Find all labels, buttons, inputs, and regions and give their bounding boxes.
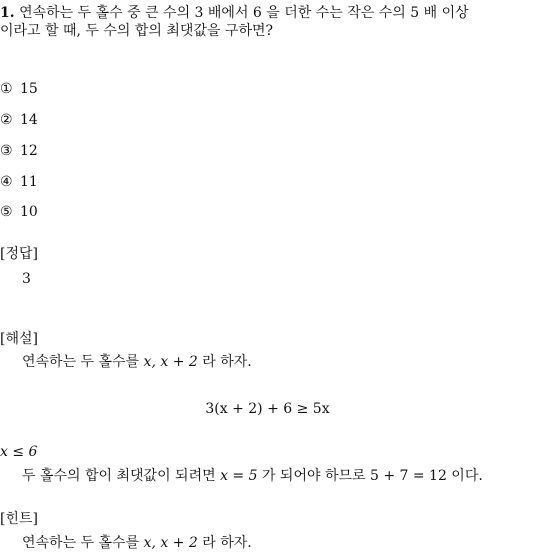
question-line-1 [0, 4, 469, 22]
question-number: 1. [0, 5, 15, 21]
option-3-mark: ③ [0, 143, 13, 159]
solution-line-3-suffix: 이다. [446, 468, 483, 484]
hint-label: [힌트] [0, 511, 38, 527]
option-4-value: 11 [20, 174, 38, 190]
hint-line-math: x, x + 2 [143, 535, 198, 551]
solution-result [0, 443, 37, 461]
solution-result-text: x ≤ 6 [0, 444, 38, 460]
solution-equation-text: 3(x + 2) + 6 ≥ 5x [205, 401, 330, 417]
solution-equation [0, 400, 535, 418]
answer-label: [정답] [0, 246, 38, 262]
option-1[interactable] [0, 80, 38, 98]
solution-line-1-prefix: 연속하는 두 홀수를 [22, 354, 144, 370]
solution-label: [해설] [0, 331, 38, 347]
option-4[interactable] [0, 173, 38, 191]
option-5-mark: ⑤ [0, 204, 13, 220]
option-4-mark: ④ [0, 174, 13, 190]
option-2[interactable] [0, 111, 38, 129]
option-3-value: 12 [20, 143, 38, 159]
option-2-mark: ② [0, 112, 13, 128]
hint-line-suffix: 라 하자. [197, 535, 252, 551]
option-1-mark: ① [0, 81, 13, 97]
question-text-2: 이라고 할 때, 두 수의 합의 최댓값을 구하면? [0, 23, 274, 39]
option-2-value: 14 [20, 112, 38, 128]
hint-line [22, 534, 252, 552]
solution-line-1 [22, 353, 252, 371]
solution-line-1-math: x, x + 2 [143, 354, 198, 370]
option-5-value: 10 [20, 204, 38, 220]
solution-line-1-suffix: 라 하자. [197, 354, 252, 370]
solution-line-3 [22, 467, 483, 485]
option-1-value: 15 [20, 81, 38, 97]
solution-line-3-math-1: x = 5 [220, 468, 258, 484]
solution-line-3-prefix: 두 홀수의 합이 최댓값이 되려면 [22, 468, 221, 484]
question-text-1: 연속하는 두 홀수 중 큰 수의 3 배에서 6 을 더한 수는 작은 수의 5 배 이상 [19, 5, 469, 21]
option-5[interactable] [0, 203, 38, 221]
solution-line-3-mid: 가 되어야 하므로 [257, 468, 370, 484]
answer-value: 3 [22, 271, 31, 287]
option-3[interactable] [0, 142, 38, 160]
hint-line-prefix: 연속하는 두 홀수를 [22, 535, 144, 551]
solution-line-3-math-2: 5 + 7 = 12 [369, 468, 447, 484]
question-line-2 [0, 22, 273, 40]
